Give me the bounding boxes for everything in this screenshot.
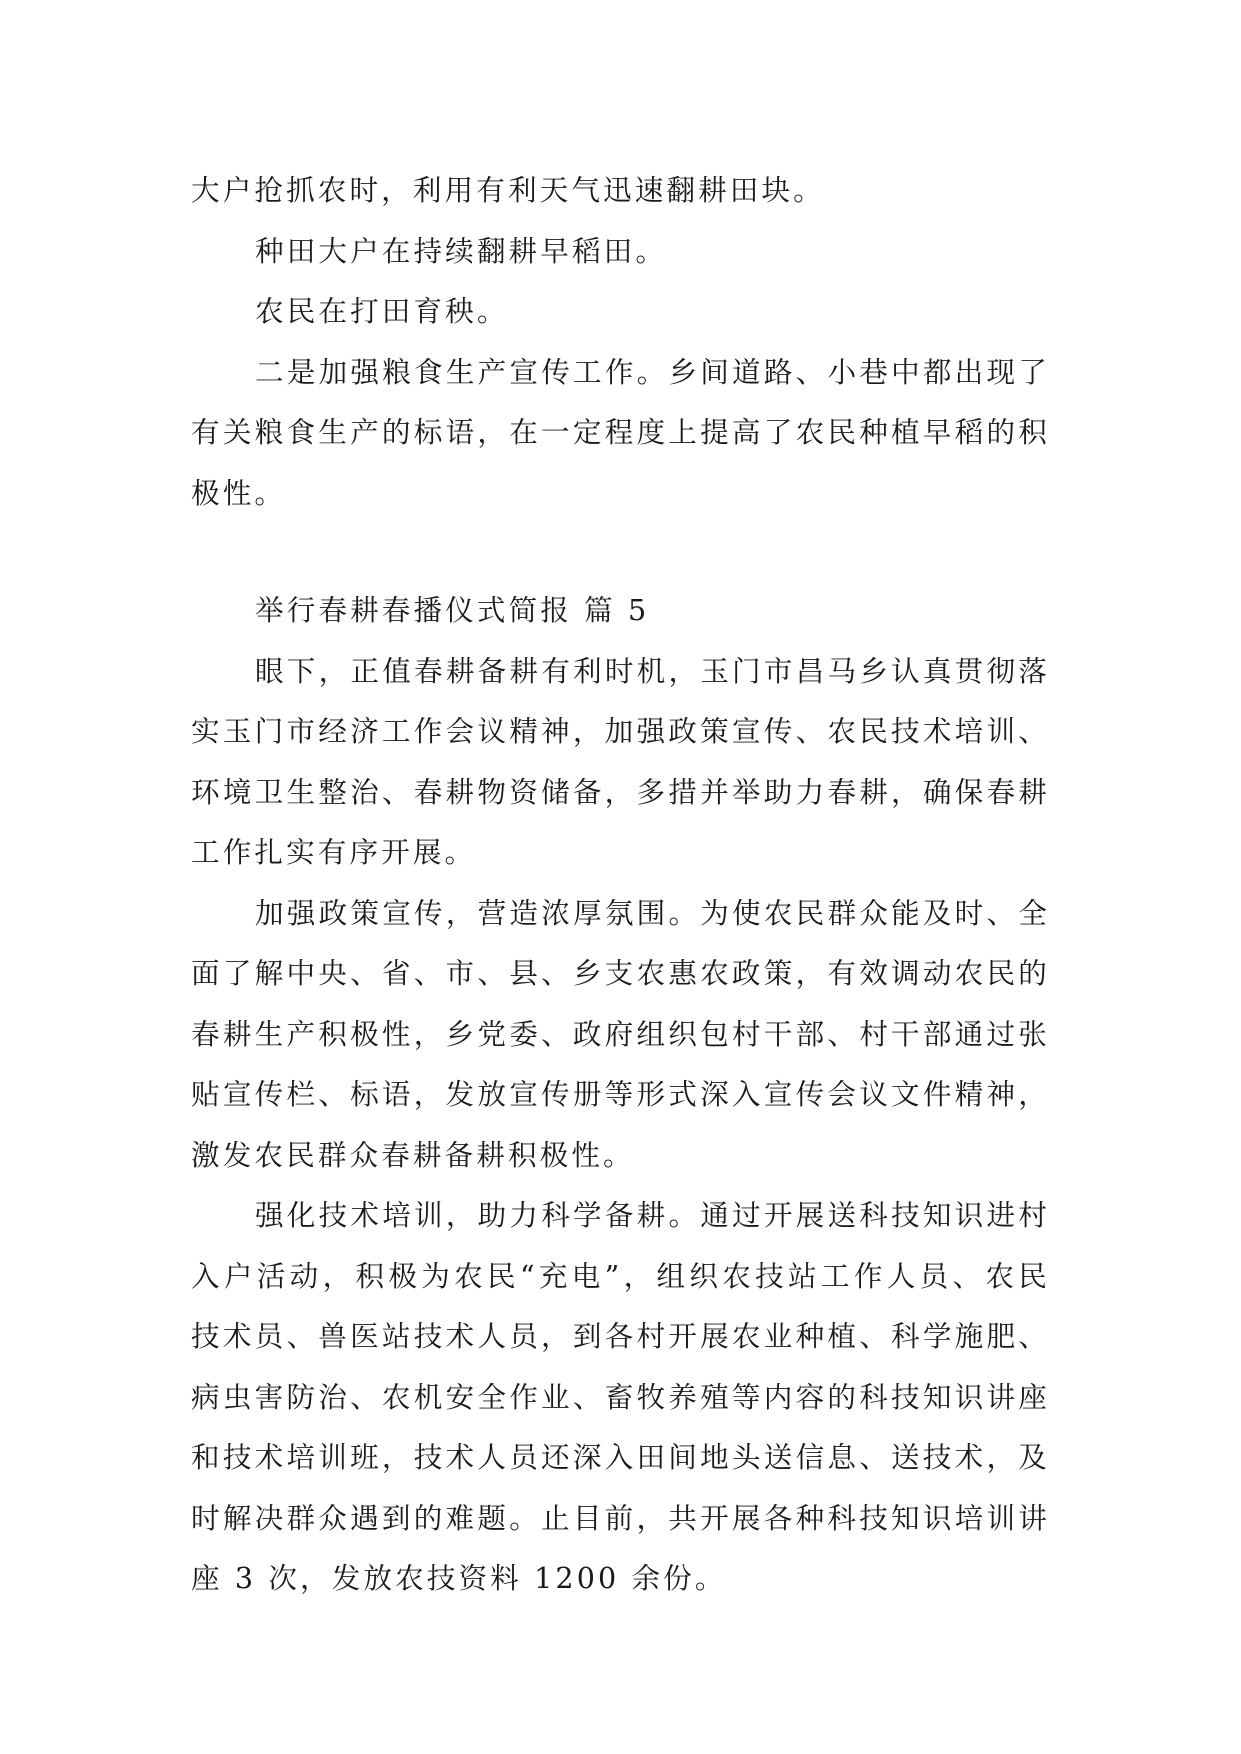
section-spacer xyxy=(191,523,1050,580)
paragraph-continued: 大户抢抓农时，利用有利天气迅速翻耕田块。 xyxy=(191,173,825,207)
section-title: 举行春耕春播仪式简报 篇 5 xyxy=(255,593,650,627)
document-body xyxy=(191,160,1050,1609)
paragraph: 加强政策宣传，营造浓厚氛围。为使农民群众能及时、全面了解中央、省、市、县、乡支农惠农政策，有效调动农民的春耕生产积极性，乡党委、政府组织包村干部、村干部通过张贴宣传栏、标语，发放宣传册等形式深入宣传会议文件精神，激发农民群众春耕备耕积极性。 xyxy=(191,895,1050,1172)
paragraph: 眼下，正值春耕备耕有利时机，玉门市昌马乡认真贯彻落实玉门市经济工作会议精神，加强政策宣传、农民技术培训、环境卫生整治、春耕物资储备，多措并举助力春耕，确保春耕工作扎实有序开展。 xyxy=(191,653,1050,869)
paragraph: 农民在打田育秧。 xyxy=(255,294,509,328)
paragraph: 种田大户在持续翻耕早稻田。 xyxy=(255,233,668,268)
paragraph: 强化技术培训，助力科学备耕。通过开展送科技知识进村入户活动，积极为农民“充电”，组织农技站工作人员、农民技术员、兽医站技术人员，到各村开展农业种植、科学施肥、病虫害防治、农机安全作业、畜牧养殖等内容的科技知识讲座和技术培训班，技术人员还深入田间地头送信息、送技术，及时解决群众遇到的难题。止目前，共开展各种科技知识培训讲座 3 次，发放农技资料 1200 余份。 xyxy=(191,1198,1050,1595)
paragraph: 二是加强粮食生产宣传工作。乡间道路、小巷中都出现了有关粮食生产的标语，在一定程度上提高了农民种植早稻的积极性。 xyxy=(191,354,1050,510)
